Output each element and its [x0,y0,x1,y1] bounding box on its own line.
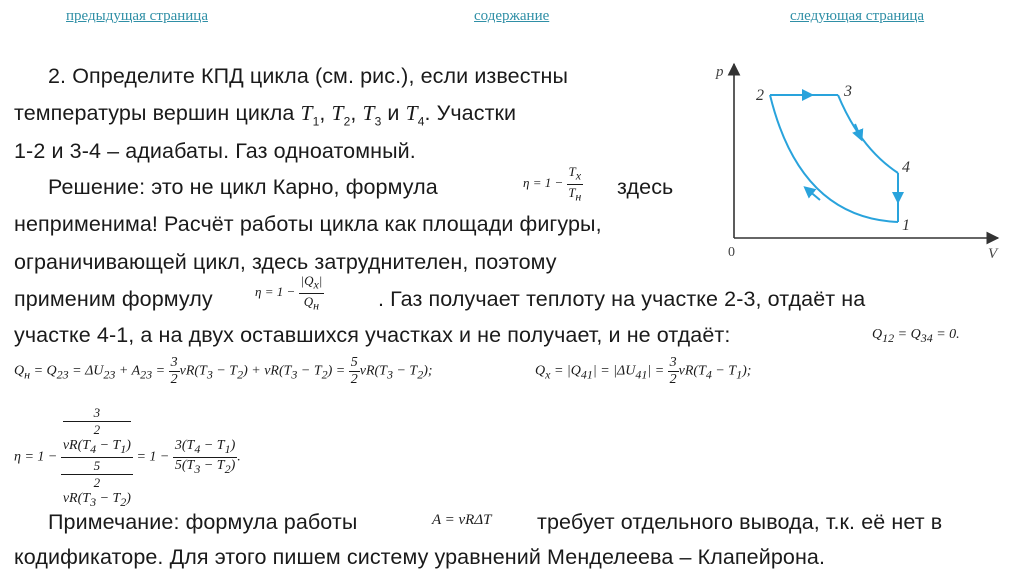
text-line-3: 1-2 и 3-4 – адиабаты. Газ одноатомный. [14,139,416,163]
zero-heat-formula: $Q_{12} = Q_{34} = 0$. [872,327,960,345]
point-2-label: 2 [756,87,764,104]
text-line-4a: Решение: это не цикл Карно, формула [48,175,438,199]
text-line-2: температуры вершин цикла $T_1$, $T_2$, $T_3$ и $T_4$. Участки [14,101,517,129]
next-page-link[interactable]: следующая страница [790,8,925,24]
efficiency-result-formula: η = 1 − 3 2 $\nu R(T_4 - T_1)$ 5 2 $\nu R(T_3 - T_2)$ = 1 − $\frac{3(T_4 - T_1)}{5(T_3 - T_2)}$ . [14,405,241,509]
t1-sub: 1 [312,114,320,129]
heat-received-formula: $Q_н = Q_{23} = \Delta U_{23} + A_{23}$ = $\frac{3}{2}$ $\nu R(T_3 - T_2) + \nu R(T_3 - T_2)$ = $\frac{5}{2}$ $\nu R(T_3 - T_2)$; [14,355,433,387]
work-formula: A = νRΔT [432,512,492,528]
text-line-2-start: температуры вершин цикла [14,101,301,125]
text-line-7a: применим формулу [14,287,213,311]
contents-link[interactable]: содержание [474,8,550,24]
t3-sub: 3 [374,114,382,129]
text-line-8: участке 4-1, а на двух оставшихся участках и не получает, и не отдаёт: [14,323,731,347]
efficiency-formula: η = 1 − $\frac{|Q_х|}{Q_н}$ [255,273,323,313]
text-line-1: 2. Определите КПД цикла (см. рис.), если известны [48,64,569,88]
note-line-2: кодификаторе. Для этого пишем систему уравнений Менделеева – Клапейрона. [14,545,826,569]
segment-3-4 [838,95,898,173]
y-axis-label: p [716,64,724,80]
text-line-5: неприменима! Расчёт работы цикла как площади фигуры, [14,212,602,236]
point-1-label: 1 [902,217,910,234]
t4-sub: 4 [417,114,425,129]
top-navigation [0,8,1024,30]
note-line-1b: требует отдельного вывода, т.к. её нет в [537,510,943,534]
point-4-label: 4 [902,159,910,176]
t2-sub: 2 [343,114,351,129]
point-3-label: 3 [844,83,852,100]
arrow-1-2 [808,190,820,200]
heat-given-formula: $Q_х = |Q_{41}| = |\Delta U_{41}|$ = $\frac{3}{2}$ $\nu R(T_4 - T_1)$; [535,355,752,387]
prev-page-link[interactable]: предыдущая страница [66,8,208,24]
x-axis-label: V [988,246,998,262]
text-line-6: ограничивающей цикл, здесь затруднителен, поэтому [14,250,557,274]
note-line-1a: Примечание: формула работы [48,510,358,534]
text-line-4b: здесь [617,175,674,199]
origin-label: 0 [728,245,735,260]
carnot-formula: η = 1 − $\frac{T_х}{T_н}$ [523,164,582,204]
text-line-7b: . Газ получает теплоту на участке 2-3, отдаёт на [378,287,866,311]
pv-diagram [700,58,1010,268]
